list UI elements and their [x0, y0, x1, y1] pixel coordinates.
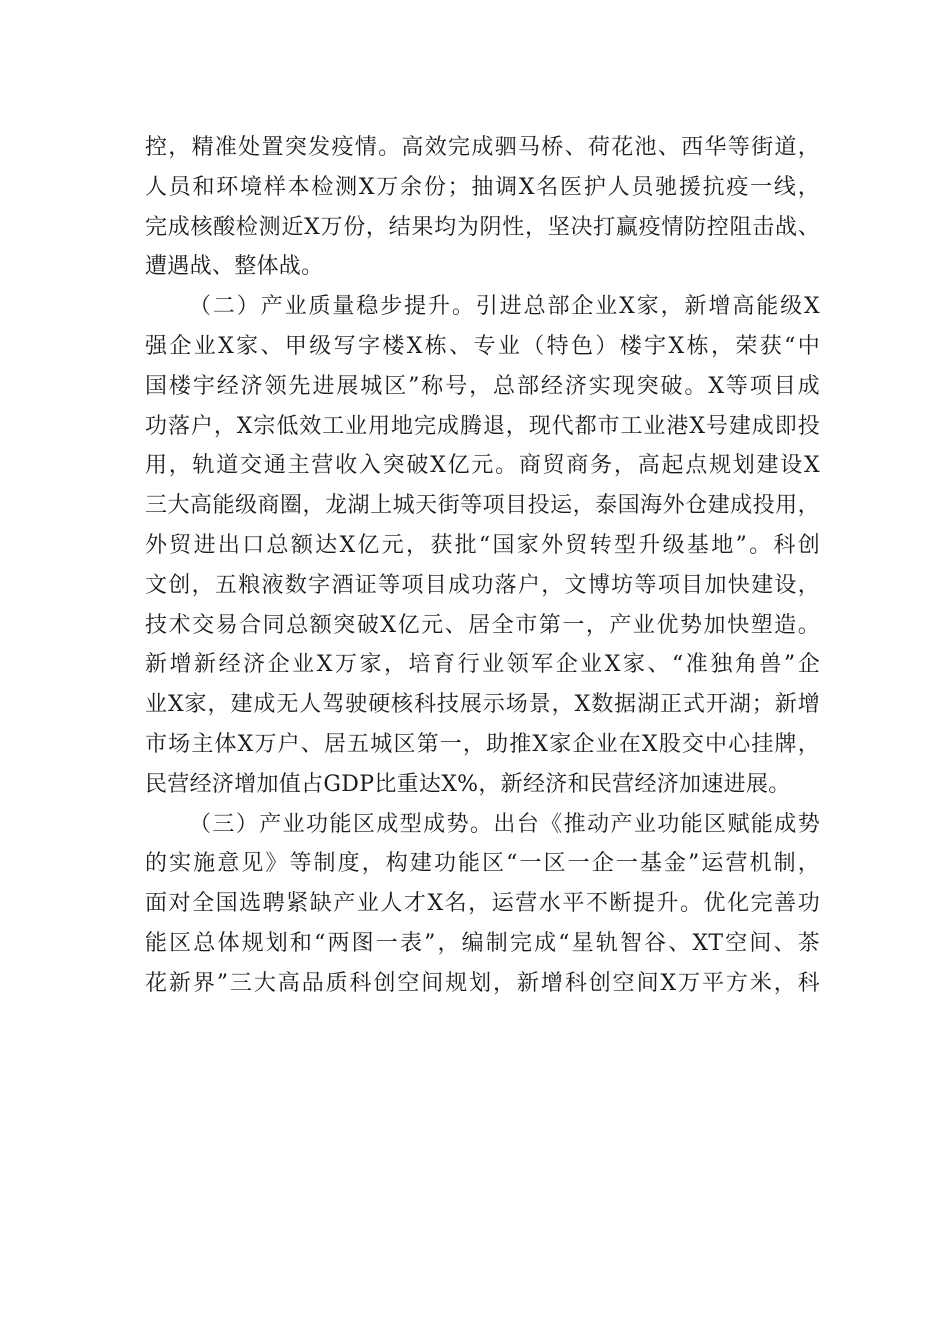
text-line: 民营经济增加值占GDP比重达X%，新经济和民营经济加速进展。 — [145, 771, 791, 797]
text-line: 完成核酸检测近X万份，结果均为阴性，坚决打赢疫情防控阻击战、 — [145, 214, 820, 240]
text-line: 文创，五粮液数字酒证等项目成功落户，文博坊等项目加快建设， — [145, 572, 820, 598]
paragraph-functional-zones — [145, 805, 820, 1004]
text-line: 强企业X家、甲级写字楼X栋、专业（特色）楼宇X栋，荣获“中 — [145, 333, 820, 359]
text-line: 用，轨道交通主营收入突破X亿元。商贸商务，高起点规划建设X — [145, 453, 820, 479]
text-line: 新增新经济企业X万家，培育行业领军企业X家、“准独角兽”企 — [145, 652, 820, 678]
text-line: 技术交易合同总额突破X亿元、居全市第一，产业优势加快塑造。 — [145, 612, 820, 638]
text-line: 面对全国选聘紧缺产业人才X名，运营水平不断提升。优化完善功 — [145, 891, 820, 917]
paragraph-epidemic-control — [145, 128, 820, 287]
paragraph-industry-quality — [145, 287, 820, 804]
section-heading-line: （二）产业质量稳步提升。引进总部企业X家，新增高能级X — [189, 294, 820, 320]
text-line: 的实施意见》等制度，构建功能区“一区一企一基金”运营机制， — [145, 851, 820, 877]
text-line: 控，精准处置突发疫情。高效完成驷马桥、荷花池、西华等街道， — [145, 135, 820, 160]
text-line: 能区总体规划和“两图一表”，编制完成“星轨智谷、XT空间、茶 — [145, 930, 820, 956]
section-heading-line: （三）产业功能区成型成势。出台《推动产业功能区赋能成势 — [189, 811, 820, 837]
text-line: 国楼宇经济领先进展城区”称号，总部经济实现突破。X等项目成 — [145, 373, 820, 399]
text-line: 业X家，建成无人驾驶硬核科技展示场景，X数据湖正式开湖；新增 — [145, 692, 820, 718]
text-line: 三大高能级商圈，龙湖上城天街等项目投运，泰国海外仓建成投用， — [145, 493, 820, 519]
text-line: 外贸进出口总额达X亿元，获批“国家外贸转型升级基地”。科创 — [145, 532, 820, 558]
text-line: 市场主体X万户、居五城区第一，助推X家企业在X股交中心挂牌， — [145, 731, 820, 757]
text-line: 功落户，X宗低效工业用地完成腾退，现代都市工业港X号建成即投 — [145, 413, 820, 439]
text-line: 人员和环境样本检测X万余份；抽调X名医护人员驰援抗疫一线， — [145, 174, 820, 200]
text-line: 遭遇战、整体战。 — [145, 254, 324, 280]
text-line: 花新界”三大高品质科创空间规划，新增科创空间X万平方米，科 — [145, 970, 820, 996]
document-body — [145, 128, 820, 1004]
